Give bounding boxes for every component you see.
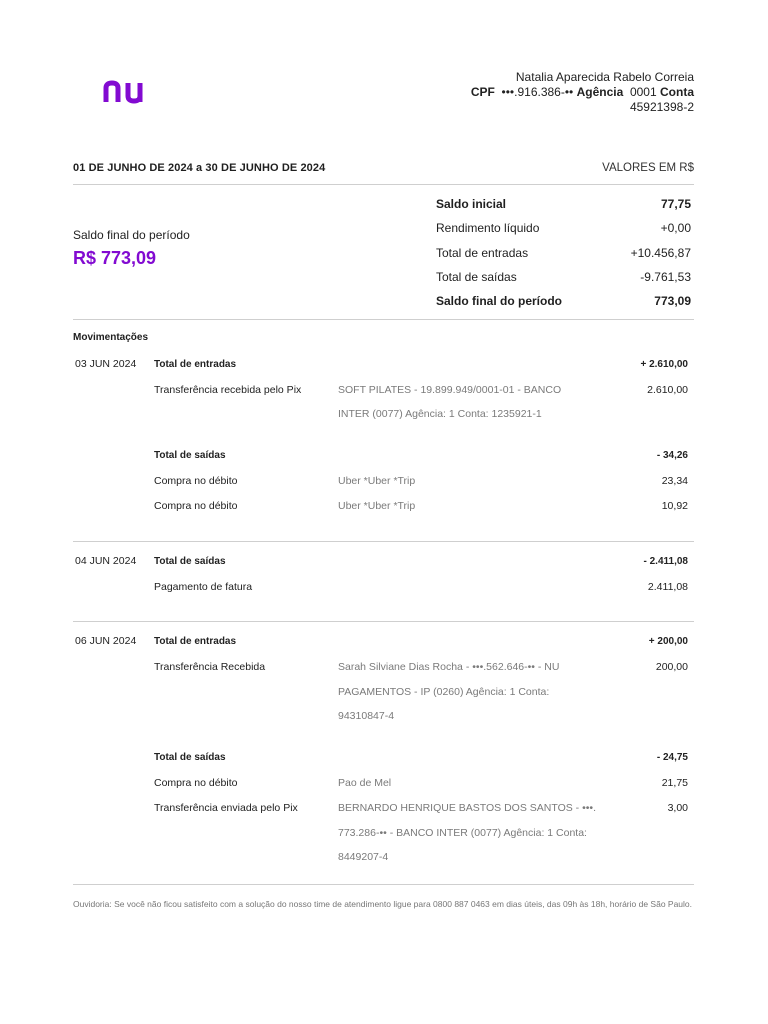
movement-date: 03 JUN 2024 xyxy=(75,358,137,370)
ombudsman-notice: Ouvidoria: Se você não ficou satisfeito com a solução do nosso time de atendimento ligue para 0800 887 0463 em dias úteis, das 09h às 18h, horário de São Paulo. xyxy=(73,899,693,909)
transaction-type: Transferência Recebida xyxy=(154,661,266,673)
transaction-description: Uber *Uber *Trip xyxy=(338,500,416,512)
summary-value: -9.761,53 xyxy=(640,270,691,284)
transaction-amount: 23,34 xyxy=(661,475,688,487)
divider xyxy=(73,319,694,320)
summary-row xyxy=(436,246,691,266)
summary-label: Total de entradas xyxy=(436,246,529,260)
summary-row xyxy=(436,294,691,314)
summary-value: +0,00 xyxy=(660,221,691,235)
movement-date: 04 JUN 2024 xyxy=(75,555,137,567)
cpf-value: •••.916.386-•• xyxy=(501,85,574,99)
transaction-amount: 2.610,00 xyxy=(647,384,688,396)
transaction-description: Pao de Mel xyxy=(338,777,392,789)
group-total-amount: - 2.411,08 xyxy=(643,556,688,567)
transaction-type: Compra no débito xyxy=(154,475,238,487)
group-total-label: Total de saídas xyxy=(154,556,226,567)
group-total-label: Total de saídas xyxy=(154,752,226,763)
transaction-type: Transferência recebida pelo Pix xyxy=(154,384,302,396)
holder-name: Natalia Aparecida Rabelo Correia xyxy=(515,70,694,84)
transaction-description: INTER (0077) Agência: 1 Conta: 1235921-1 xyxy=(338,408,542,420)
summary-value: +10.456,87 xyxy=(630,246,691,260)
summary-label: Saldo final do período xyxy=(436,294,562,308)
transaction-amount: 200,00 xyxy=(655,661,688,673)
conta-value: 45921398-2 xyxy=(629,100,694,114)
divider xyxy=(73,541,694,542)
group-total-amount: - 24,75 xyxy=(656,752,688,763)
summary-row xyxy=(436,197,691,217)
summary-value: 77,75 xyxy=(660,197,691,211)
agencia-label: Agência xyxy=(576,85,624,99)
transaction-amount: 2.411,08 xyxy=(647,581,688,593)
transaction-type: Transferência enviada pelo Pix xyxy=(154,802,298,814)
final-balance-label: Saldo final do período xyxy=(73,228,190,242)
transaction-description: Sarah Silviane Dias Rocha - •••.562.646-•• - NU xyxy=(338,661,560,673)
group-total-label: Total de entradas xyxy=(154,359,237,370)
currency-note: VALORES EM R$ xyxy=(602,162,694,174)
group-total-amount: - 34,26 xyxy=(656,450,688,461)
group-total-label: Total de saídas xyxy=(154,450,226,461)
summary-row xyxy=(436,270,691,290)
transaction-type: Pagamento de fatura xyxy=(154,581,253,593)
transaction-description: Uber *Uber *Trip xyxy=(338,475,416,487)
transaction-description: 8449207-4 xyxy=(338,851,389,863)
transaction-amount: 21,75 xyxy=(661,777,688,789)
summary-label: Rendimento líquido xyxy=(436,221,540,235)
movements-title: Movimentações xyxy=(73,332,149,343)
transaction-amount: 10,92 xyxy=(661,500,688,512)
group-total-amount: + 200,00 xyxy=(648,636,688,647)
conta-label: Conta xyxy=(660,85,694,99)
group-total-label: Total de entradas xyxy=(154,636,237,647)
summary-label: Total de saídas xyxy=(436,270,517,284)
summary-row xyxy=(436,221,691,241)
transaction-description: 94310847-4 xyxy=(338,710,395,722)
transaction-description: PAGAMENTOS - IP (0260) Agência: 1 Conta: xyxy=(338,686,550,698)
final-balance-value: R$ 773,09 xyxy=(73,248,157,268)
summary-label: Saldo inicial xyxy=(436,197,507,211)
transaction-description: BERNARDO HENRIQUE BASTOS DOS SANTOS - •••. xyxy=(338,802,597,814)
transaction-type: Compra no débito xyxy=(154,500,238,512)
transaction-description: 773.286-•• - BANCO INTER (0077) Agência: 1 Conta: xyxy=(338,827,587,839)
account-holder-info xyxy=(471,70,694,115)
transaction-description: SOFT PILATES - 19.899.949/0001-01 - BANCO xyxy=(338,384,562,396)
cpf-label: CPF xyxy=(470,85,495,99)
divider xyxy=(73,184,694,185)
summary-value: 773,09 xyxy=(654,294,691,308)
nubank-logo xyxy=(103,78,149,106)
group-total-amount: + 2.610,00 xyxy=(640,359,688,370)
divider xyxy=(73,621,694,622)
agencia-value: 0001 xyxy=(629,85,657,99)
divider xyxy=(73,884,694,885)
statement-period: 01 DE JUNHO DE 2024 a 30 DE JUNHO DE 2024 xyxy=(73,162,326,174)
transaction-amount: 3,00 xyxy=(667,802,688,814)
transaction-type: Compra no débito xyxy=(154,777,238,789)
movement-date: 06 JUN 2024 xyxy=(75,635,137,647)
holder-ids xyxy=(471,85,694,100)
